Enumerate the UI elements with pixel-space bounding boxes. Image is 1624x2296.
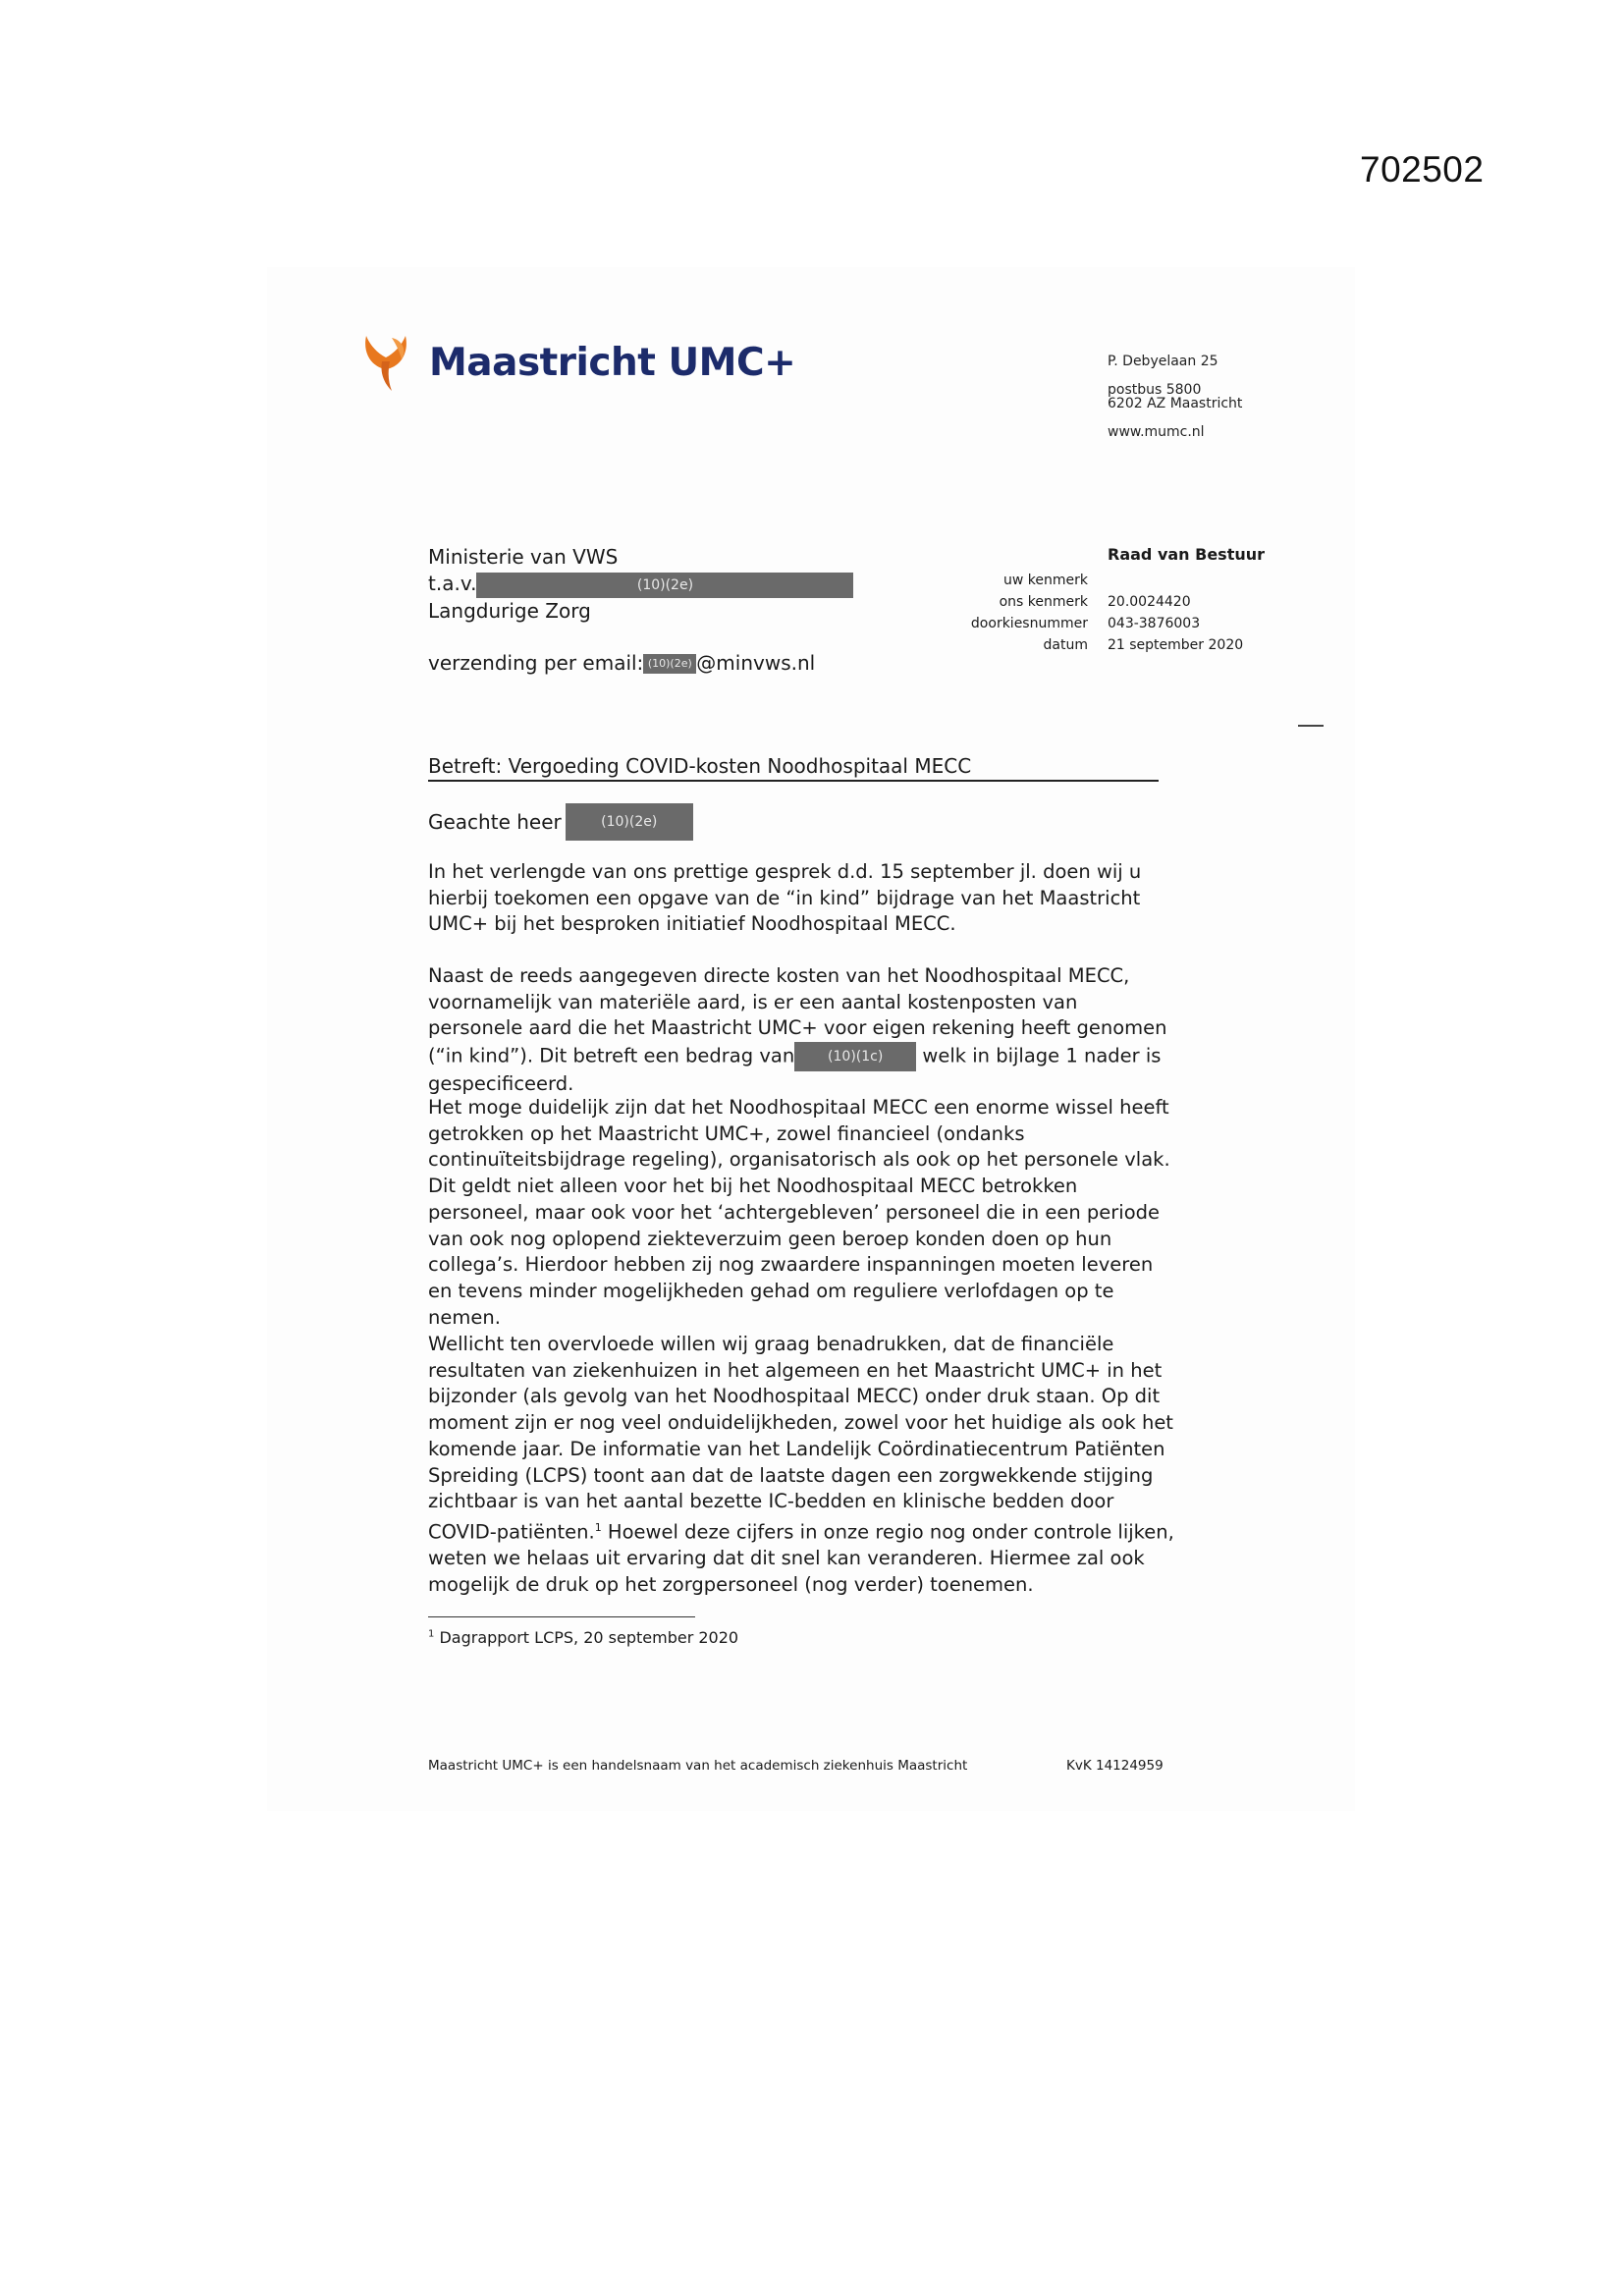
- redaction-box: (10)(2e): [476, 573, 853, 598]
- footer-kvk: KvK 14124959: [1066, 1758, 1164, 1774]
- recipient-line-3: Langdurige Zorg: [428, 598, 591, 623]
- value-ons-kenmerk: 20.0024420: [1108, 594, 1191, 610]
- paragraph-2: [428, 963, 1174, 1098]
- footnote-text: Dagrapport LCPS, 20 september 2020: [434, 1628, 739, 1647]
- subject-line: Betreft: Vergoeding COVID-kosten Noodhospitaal MECC: [428, 754, 1159, 782]
- recipient-block: [428, 544, 853, 677]
- value-uw-kenmerk: [1108, 570, 1243, 591]
- sender-postal-city: 6202 AZ Maastricht: [1108, 396, 1243, 411]
- paragraph-1: [428, 859, 1174, 938]
- paragraph-2-text: [428, 963, 1174, 1098]
- recipient-tav: [428, 571, 853, 598]
- value-doorkiesnummer: 043-3876003: [1108, 616, 1201, 631]
- department-heading: Raad van Bestuur: [1108, 545, 1266, 564]
- sender-address: [1108, 354, 1242, 441]
- redaction-box: (10)(2e): [643, 654, 696, 674]
- label-uw-kenmerk: uw kenmerk: [1003, 573, 1088, 588]
- paragraph-1-text: In het verlengde van ons prettige gesprek d.d. 15 september jl. doen wij u hierbij toekomen een opgave van de “in kind” bijdrage van het Maastricht UMC+ bij het besproken initiatief Noodhospitaal MECC.: [428, 860, 1142, 936]
- tav-label: t.a.v.: [428, 572, 477, 595]
- document-number: 702502: [1360, 149, 1485, 190]
- salutation-text: Geachte heer: [428, 810, 562, 834]
- recipient-email: [428, 650, 853, 677]
- redaction-box: (10)(2e): [566, 803, 693, 841]
- sender-website: www.mumc.nl: [1108, 424, 1205, 440]
- email-label: verzending per email:: [428, 650, 644, 675]
- email-domain: @minvws.nl: [696, 650, 816, 675]
- sender-street: P. Debyelaan 25: [1108, 354, 1218, 369]
- footer-tradename: Maastricht UMC+ is een handelsnaam van het academisch ziekenhuis Maastricht: [428, 1758, 968, 1774]
- label-datum: datum: [1043, 637, 1088, 653]
- sender-postbox: postbus 5800: [1108, 382, 1202, 398]
- fold-mark: [1298, 725, 1324, 727]
- label-doorkiesnummer: doorkiesnummer: [970, 616, 1088, 631]
- mumc-logo-icon: [358, 328, 417, 397]
- salutation: [428, 803, 693, 841]
- logo-text: Maastricht UMC+: [429, 340, 796, 385]
- reference-values: [1108, 570, 1243, 656]
- footnote-mark: 1: [428, 1628, 435, 1640]
- paragraph-4: [428, 1332, 1174, 1599]
- label-ons-kenmerk: ons kenmerk: [999, 594, 1088, 610]
- paragraph-3-text: Het moge duidelijk zijn dat het Noodhospitaal MECC een enorme wissel heeft getrokken op het Maastricht UMC+, zowel financieel (ondanks continuïteitsbijdrage regeling), organisatorisch als ook op het personele vlak. Dit geldt niet alleen voor het bij het Noodhospitaal MECC betrokken personeel, maar ook voor het ‘achtergebleven’ personeel die in een periode van ook nog oplopend ziekteverzuim geen beroep konden doen op hun collega’s. Hierdoor hebben zij nog zwaardere inspanningen moeten leveren en tevens minder mogelijkheden gehad om reguliere verlofdagen op te nemen.: [428, 1096, 1170, 1329]
- footnote: [428, 1628, 738, 1647]
- recipient-line-1: Ministerie van VWS: [428, 545, 619, 569]
- footnote-reference: 1: [594, 1520, 602, 1534]
- footnote-separator: [428, 1616, 695, 1617]
- value-datum: 21 september 2020: [1108, 637, 1244, 653]
- logo: [358, 328, 795, 397]
- paragraph-4-part-2: Hoewel deze cijfers in onze regio nog onder controle lijken, weten we helaas uit ervaring dat dit snel kan veranderen. Hiermee zal ook mogelijk de druk op het zorgpersoneel (nog verder) toenemen.: [428, 1520, 1174, 1596]
- paragraph-4-text: [428, 1332, 1174, 1599]
- paragraph-2-part-2: welk in bijlage 1 nader is gespecificeerd.: [428, 1044, 1162, 1096]
- redaction-box: (10)(1c): [794, 1042, 916, 1071]
- paragraph-3: [428, 1095, 1174, 1331]
- paragraph-4-part-1: Wellicht ten overvloede willen wij graag benadrukken, dat de financiële resultaten van ziekenhuizen in het algemeen en het Maastricht UMC+ in het bijzonder (als gevolg van het Noodhospitaal MECC) onder druk staan. Op dit moment zijn er nog veel onduidelijkheden, zowel voor het huidige als ook het komende jaar. De informatie van het Landelijk Coördinatiecentrum Patiënten Spreiding (LCPS) toont aan dat de laatste dagen een zorgwekkende stijging zichtbaar is van het aantal bezette IC-bedden en klinische bedden door COVID-patiënten.: [428, 1333, 1173, 1544]
- reference-labels: [943, 570, 1088, 656]
- paragraph-2-part-1: Naast de reeds aangegeven directe kosten van het Noodhospitaal MECC, voornamelijk van materiële aard, is er een aantal kostenposten van personele aard die het Maastricht UMC+ voor eigen rekening heeft genomen (“in kind”). Dit betreft een bedrag van: [428, 964, 1167, 1067]
